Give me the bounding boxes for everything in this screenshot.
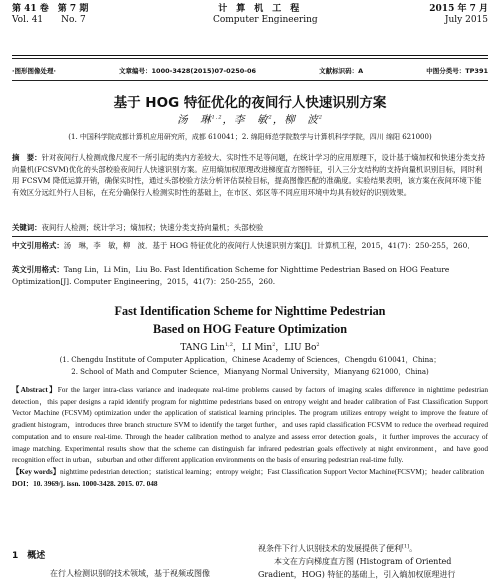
authors-cn: [0, 112, 500, 127]
author-3-en: ，LIU Bo: [275, 343, 317, 353]
author-3-cn-affil: 2: [318, 114, 323, 121]
body-right-line-1: [258, 542, 488, 555]
title-en-line-2: Based on HOG Feature Optimization: [152, 322, 348, 336]
abstract-en-paragraph: [12, 384, 488, 466]
journal-header: [12, 4, 488, 26]
citation-en-text: Tang Lin，Li Min，Liu Bo. Fast Identification Scheme for Nighttime Pedestrian Based on HOG Feature Optimization[J]. Computer Engineering，2015，41(7)：250-255，260.: [12, 265, 450, 286]
keywords-en: [12, 466, 488, 478]
date-en: July 2015: [444, 15, 488, 25]
author-3-en-affil: 2: [316, 342, 320, 348]
document-code: 文献标识码：A: [319, 67, 364, 75]
section-label: ·图形图像处理·: [12, 67, 56, 75]
classification-number: 中图分类号：TP391: [426, 67, 488, 75]
author-1-en: TANG Lin: [180, 343, 225, 353]
article-number: 文章编号：1000-3428(2015)07-0250-06: [119, 67, 257, 75]
meta-rule: [12, 80, 488, 81]
doi-label: DOI：: [12, 478, 34, 488]
journal-name-en: Computer Engineering: [212, 15, 318, 25]
reference-marker-1: [1]: [402, 543, 410, 550]
body-right-line-1-text: 视条件下行人识别技术的发展提供了便利: [258, 544, 402, 553]
abstract-cn-text: 针对夜间行人检测成像尺度不一所引起的类内方差较大、实时性不足等问题，在统计学习的应用原理下，设计基于熵加权和快速分类支持向量机(FCSVM)优化的头部校验夜间行人快速识别方案。应用熵加权原理改进梯度直方图特征，引入三分支结构的支持向量机识别目标，同时利用 FCSVM 降低运算开销，确保实时性，通过头部校验方法分析评估误检目标，提高图像匹配的准确度。实验结果表明，该方案在夜间环境下能有效区分远红外行人目标，在充分确保行人检测实时性的基础上，在市区、郊区等不同应用环境中均具有较好的识别效果。: [12, 153, 486, 197]
keywords-rule: [12, 236, 488, 237]
body-right-line-3: Gradient，HOG) 特征的基础上，引入熵加权原理进行: [258, 570, 456, 579]
section-1-title: 概述: [27, 551, 46, 561]
author-1-cn-affil: 1,2: [211, 114, 223, 121]
doi-text: 10. 3969/j. issn. 1000-3428. 2015. 07. 048: [33, 478, 158, 488]
abstract-cn: [12, 152, 488, 198]
citation-en: [12, 264, 488, 287]
body-right-line-1-end: 。: [409, 544, 418, 553]
keywords-cn-label: 关键词：: [12, 223, 42, 232]
title-en: [0, 302, 500, 338]
abstract-en-text: For the larger intra-class variance and inadequate real-time problems caused by factors of imaging scales difference in nighttime pedestrian detection，this paper designs a rapid identify program for nighttime pedestrians based on entropy weight and header calibration of Fast Classification Support Vector Machine (FCSVM) optimization under the application of statistical learning principles. The program utilizes entropy weight to improve the feature of gradient histogram，introduces three branch structure SVM to identify the target further，and uses rapid classification FCSVM to reduce the overhead required computation and to ensure real-time. Through the header calibration method to analyze and assess error detection goals，it further improves the accuracy of image matching. Experimental results show that the scheme can distinguish far infrared pedestrian goals effectively at night environment，and have good recognition effect in urban，suburban and other different application environments on the basis of ensuring pedestrian real-time fully.: [12, 385, 488, 465]
author-1-cn: 汤 琳: [177, 114, 212, 126]
author-3-cn: ，柳 波: [272, 114, 319, 126]
title-cn: 基于 HOG 特征优化的夜间行人快速识别方案: [113, 95, 387, 111]
author-1-en-affil: 1,2: [224, 342, 233, 348]
body-right-column: [258, 542, 488, 581]
volume-cn: 第 41 卷 第 7 期: [12, 4, 89, 14]
affiliation-en-1: (1. Chengdu Institute of Computer Application，Chinese Academy of Sciences，Chengdu 610041，China；: [59, 356, 441, 364]
author-2-cn: ，李 敏: [222, 114, 269, 126]
header-rule-bottom: [12, 58, 488, 59]
article-meta: [12, 66, 488, 75]
keywords-cn-text: 夜间行人检测；统计学习；熵加权；快速分类支持向量机；头部校验: [41, 223, 264, 232]
body-left-column: [50, 568, 210, 579]
affiliations-en: [0, 354, 500, 378]
author-2-en: ，LI Min: [232, 343, 273, 353]
volume-en: Vol. 41 No. 7: [12, 15, 86, 25]
body-left-line-1: 在行人检测识别的技术领域，基于视频或图像: [50, 569, 210, 578]
header-rule-top: [12, 55, 488, 56]
keywords-cn: [12, 222, 488, 234]
body-right-line-2: 本文在方向梯度直方图 (Histogram of Oriented: [274, 557, 452, 566]
affiliations-cn: (1. 中国科学院成都计算机应用研究所，成都 610041；2. 绵阳师范学院数学与计算机科学学院，四川 绵阳 621000): [68, 133, 432, 141]
citation-cn: [12, 240, 488, 252]
abstract-en-label: 【Abstract】: [12, 385, 58, 394]
citation-en-label: 英文引用格式：: [12, 265, 64, 274]
journal-name-cn: 计 算 机 工 程: [218, 4, 300, 14]
keywords-en-label: 【Key words】: [12, 466, 61, 476]
abstract-cn-label: 摘 要：: [12, 153, 42, 162]
citation-cn-text: 汤 琳，李 敏，柳 波．基于 HOG 特征优化的夜间行人快速识别方案[J]．计算机工程，2015，41(7)：250-255，260．: [63, 241, 475, 250]
authors-en: [0, 340, 500, 353]
abstract-en: [12, 384, 488, 489]
section-1-heading: [12, 548, 45, 561]
author-2-cn-affil: 2: [268, 114, 273, 121]
affiliation-en-2: 2. School of Math and Computer Science，Mianyang Normal University，Mianyang 621000，China): [71, 368, 429, 376]
date-cn: 2015 年 7 月: [429, 4, 488, 14]
section-1-number: 1: [12, 551, 19, 561]
keywords-en-text: nighttime pedestrian detection；statistical learning；entropy weight；Fast Classification Support Vector Machine(FCSVM)；header calibration: [60, 466, 485, 476]
author-2-en-affil: 2: [272, 342, 276, 348]
citation-cn-label: 中文引用格式：: [12, 241, 64, 250]
doi: [12, 478, 488, 490]
title-en-line-1: Fast Identification Scheme for Nighttime Pedestrian: [114, 304, 386, 318]
